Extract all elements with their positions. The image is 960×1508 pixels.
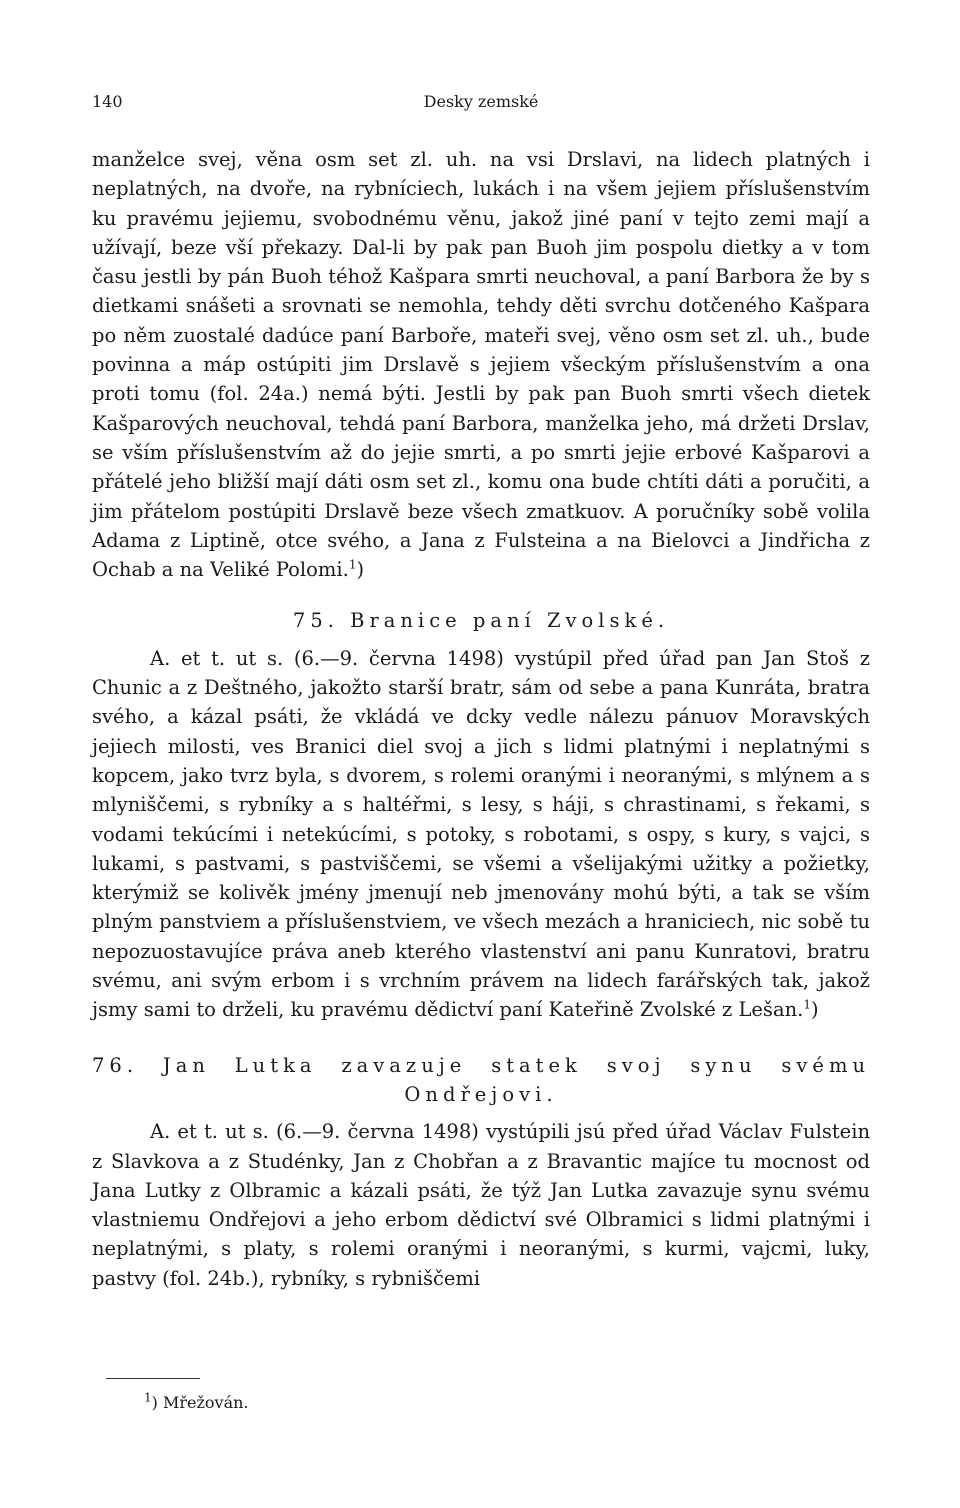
footnote-reference-paren: )	[810, 998, 819, 1022]
paragraph-text: A. et t. ut s. (6.—9. června 1498) vystúpil před úřad pan Jan Stoš z Chunic a z Deštného, jakožto starší bratr, sám od sebe a pana Kunráta, bratra svého, a kázal psáti, že vkládá ve dcky vedle nálezu pánuov Moravských jejiech milosti, ves Branici diel svoj a jich s lidmi platnými i neplatnými s kopcem, jako tvrz byla, s dvorem, s rolemi oranými i neoranými, s mlýnem a s mlyniščemi, s rybníky a s haltéřmi, s lesy, s háji, s chrastinami, s řekami, s vodami tekúcími i netekúcími, s potoky, s robotami, s ospy, s kury, s vajci, s lukami, s pastvami, s pastviščemi, se všemi a všelijakými užitky a požietky, kterýmiž se kolivěk jmény jmenují neb jmenovány mohú býti, a tak se vším plným panstviem a příslušenstviem, ve všech mezách a hraniciech, nic sobě tu nepozuostavujíce práva aneb kterého vlastenství ani panu Kunratovi, bratru svému, ani svým erbom i s vrchním právem na lidech farářských tak, jakož jsmy sami to drželi, ku pravému dědictví paní Kateřině Zvolské z Lešan.	[92, 646, 870, 1022]
section-heading-76-line2: Ondřejovi.	[404, 1082, 558, 1106]
paragraph-75	[92, 644, 870, 1025]
page-header	[92, 92, 870, 116]
paragraph-continuation	[92, 145, 870, 584]
section-heading-76: 76. Jan Lutka zavazuje statek svoj synu svému	[92, 1053, 870, 1077]
footnote-marker-paren: )	[151, 1393, 158, 1412]
footnote-marker: 1	[144, 1390, 152, 1405]
running-title: Desky zemské	[423, 92, 539, 111]
body-text	[92, 145, 870, 1293]
paragraph-76: A. et t. ut s. (6.—9. června 1498) vystúpili jsú před úřad Václav Fulstein z Slavkova a z Studénky, Jan z Chobřan a z Bravantic majíce tu mocnost od Jana Lutky z Olbramic a kázali psáti, že týž Jan Lutka zavazuje synu svému vlastniemu Ondřejovi a jeho erbom dědictví své Olbramici s lidmi platnými i neplatnými, s platy, s rolemi oranými i neoranými, s kurmi, vajcmi, luky, pastvy (fol. 24b.), rybníky, s rybniščemi	[92, 1120, 870, 1290]
footnote-reference: 1	[803, 997, 811, 1012]
footnote-reference-paren: )	[356, 558, 365, 582]
footnote-text: Mřežován.	[162, 1393, 249, 1412]
section-heading-75: 75. Branice paní Zvolské.	[292, 609, 670, 633]
page-number: 140	[92, 92, 123, 111]
footnote-divider	[106, 1378, 200, 1379]
footnote-reference: 1	[348, 557, 357, 572]
footnote	[144, 1390, 249, 1413]
paragraph-text: manželce svej, věna osm set zl. uh. na vsi Drslavi, na lidech platných i neplatných, na dvoře, na rybníciech, lukách i na všem jejiem příslušenstvím ku pravému jejiemu, svobodnému věnu, jakož jiné paní v tejto zemi mají a užívají, beze vší překazy. Dal-li by pak pan Buoh jim pospolu dietky a v tom času jestli by pán Buoh téhož Kašpara smrti neuchoval, a paní Barbora že by s dietkami snášeti a srovnati se nemohla, tehdy děti svrchu dotčeného Kašpara po něm zuostalé dadúce paní Barboře, mateři svej, věno osm set zl. uh., bude povinna a máp ostúpiti jim Drslavě s jejiem všeckým příslušenstvím a ona proti tomu (fol. 24a.) nemá býti. Jestli by pak pan Buoh smrti všech dietek Kašparových neuchoval, tehdá paní Barbora, manželka jeho, má držeti Drslav, se vším příslušenstvím až do jejie smrti, a po smrti jejie erbové Kašparovi a přátelé jeho bližší mají dáti osm set zl., komu ona bude chtíti dáti a poručiti, a jim přátelom postúpiti Drslavě beze všech zmatkuov. A poručníky sobě volila Adama z Liptině, otce svého, a Jana z Fulsteina a na Bielovci a Jindřicha z Ochab a na Veliké Polomi.	[92, 148, 870, 582]
